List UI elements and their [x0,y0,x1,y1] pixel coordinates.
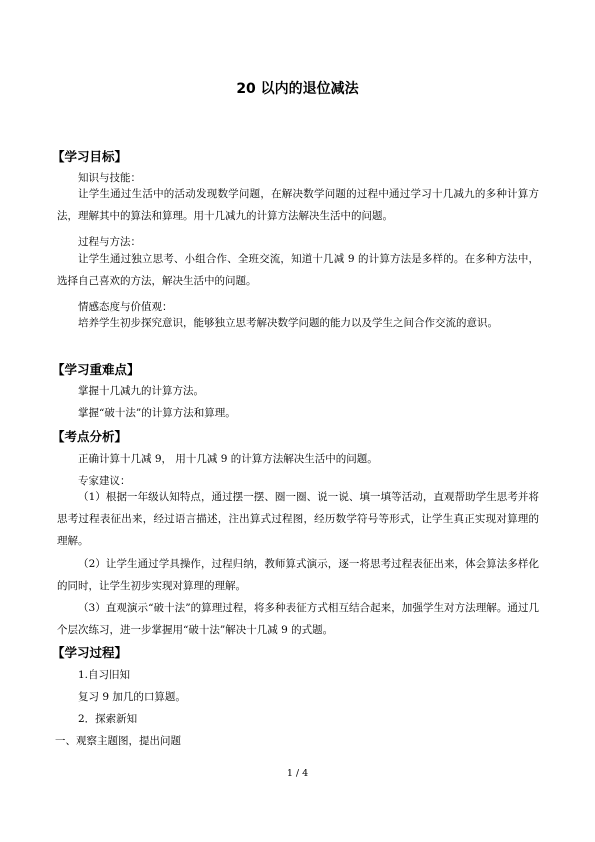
knowledge-label: 知识与技能： [78,172,141,184]
page-title: 20 以内的退位减法 [236,81,359,97]
process-step-text: 复习 9 加几的口算题。 [78,691,186,703]
advice-paragraph-1: （1）根据一年级认知特点，通过摆一摆、圈一圈、说一说、填一填等活动，直观帮助学生思考并将思考过程表征出来，经过语言描述，注出算式过程图，经历数学符号等形式，让学生真正实现对算理的理解。 [57,491,539,547]
keypoint-item: 掌握“破十法”的计算方法和算理。 [78,407,236,419]
process-step: 1.自习旧知 [78,669,131,681]
process-method-paragraph: 让学生通过独立思考、小组合作、全班交流，知道十几减 9 的计算方法是多样的。在多种方法中，选择自己喜欢的方法，解决生活中的问题。 [57,253,539,287]
process-step: 2．探索新知 [78,713,138,725]
keypoint-item: 掌握十几减九的计算方法。 [78,385,204,397]
section-heading-process: 【学习过程】 [52,645,128,660]
expert-advice-label: 专家建议： [78,475,131,487]
attitude-paragraph: 培养学生初步探究意识，能够独立思考解决数学问题的能力以及学生之间合作交流的意识。 [78,317,498,329]
process-method-label: 过程与方法： [78,236,141,248]
knowledge-paragraph: 让学生通过生活中的活动发现数学问题，在解决数学问题的过程中通过学习十几减九的多种计算方法，理解其中的算法和算理。用十几减九的计算方法解决生活中的问题。 [57,188,539,222]
advice-paragraph-3: （3）直观演示“破十法”的算理过程，将多种表征方式相互结合起来，加强学生对方法理解。通过几个层次练习，进一步掌握用“破十法”解决十几减 9 的式题。 [57,602,539,636]
analysis-line: 正确计算十几减 9， 用十几减 9 的计算方法解决生活中的问题。 [78,453,378,465]
advice-paragraph-2: （2）让学生通过学具操作，过程归纳，教师算式演示，逐一将思考过程表征出来，体会算法多样化的同时，让学生初步实现对算理的理解。 [57,558,539,592]
section-heading-keypoints: 【学习重难点】 [52,362,140,377]
attitude-label: 情感态度与价值观： [78,301,173,313]
section-heading-analysis: 【考点分析】 [52,429,128,444]
process-step: 一、观察主题图，提出问题 [55,735,181,747]
page-number: 1 / 4 [286,768,309,779]
section-heading-goals: 【学习目标】 [52,149,128,164]
